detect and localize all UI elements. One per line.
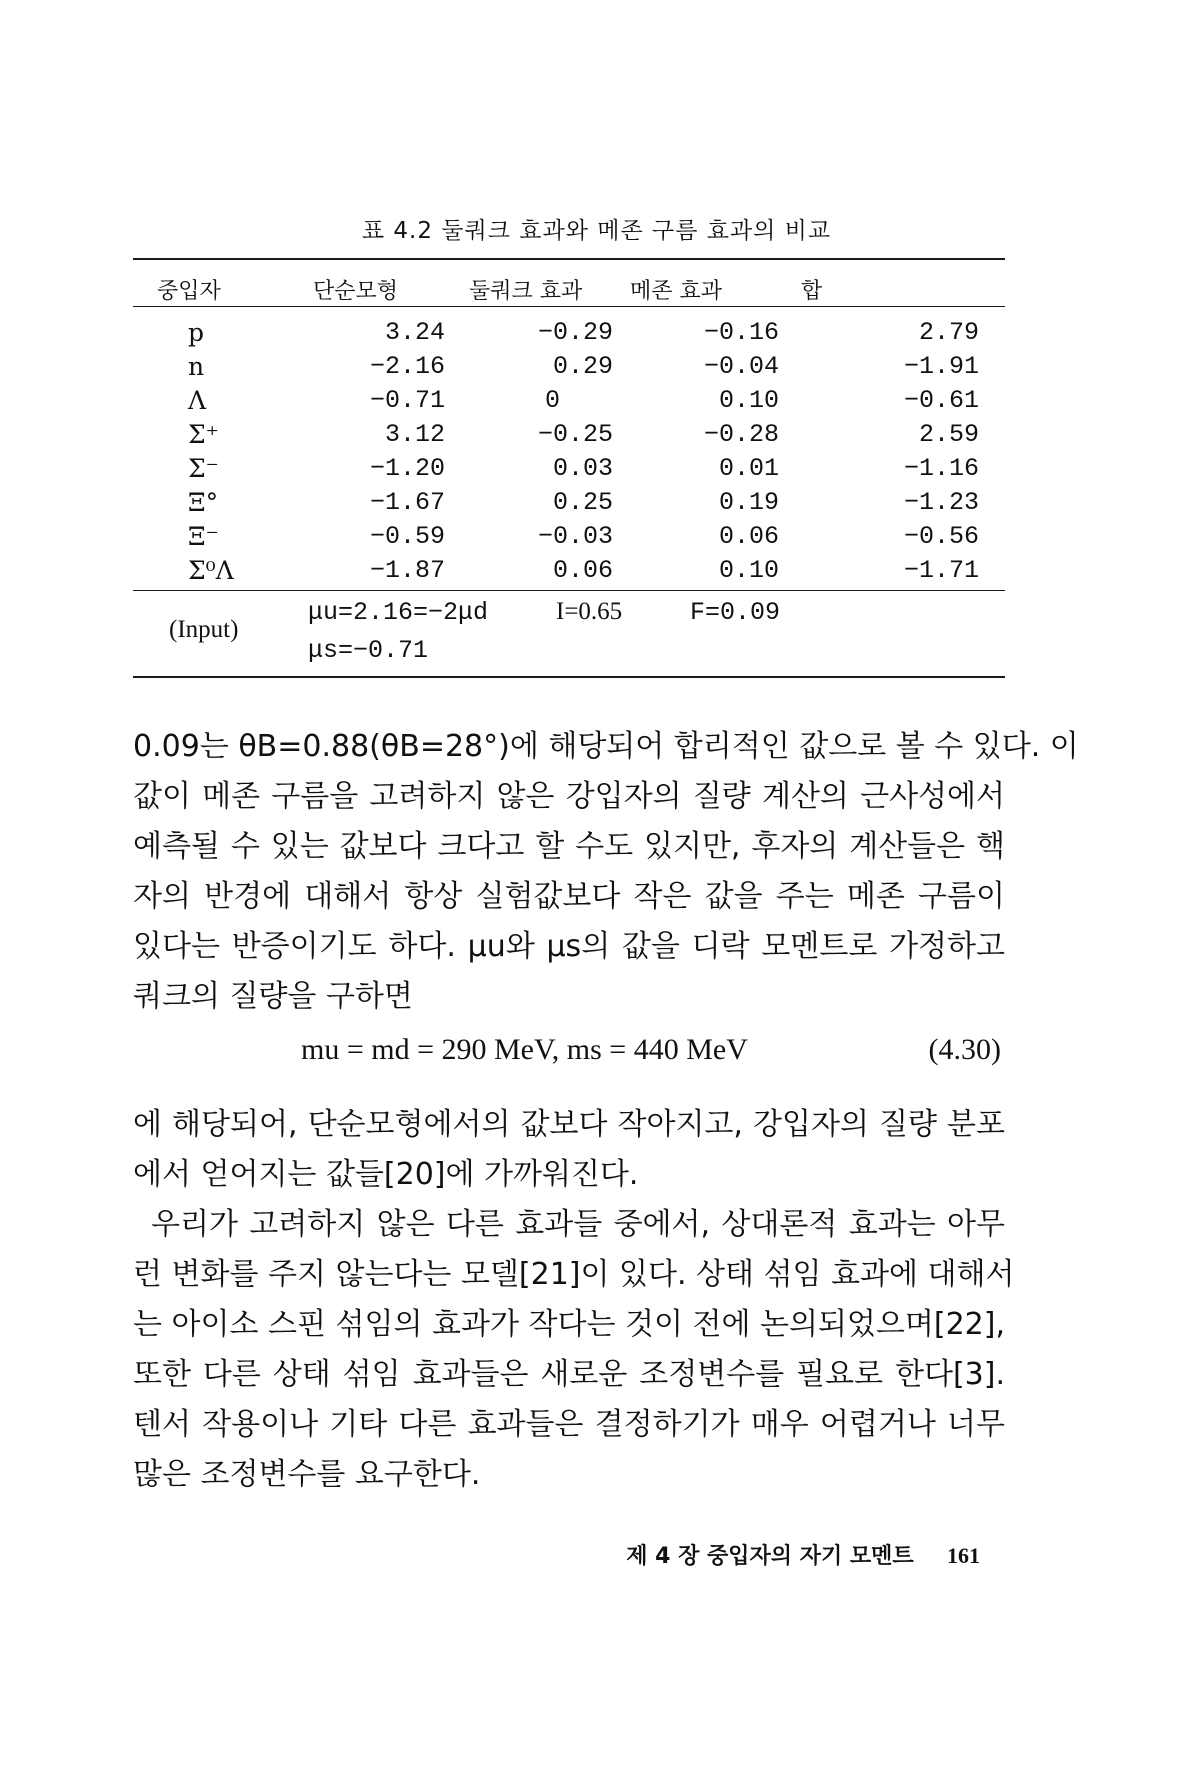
table-input-rule — [133, 590, 1005, 591]
table-row — [133, 522, 1005, 556]
equation-4-30 — [133, 1033, 1005, 1077]
input-simple-mu-u: μu=2.16=−2μd — [308, 598, 489, 627]
equation-number: (4.30) — [928, 1033, 1001, 1066]
cell-diquark: −0.03 — [537, 522, 613, 551]
text-line: 있다는 반증이기도 하다. μu와 μs의 값을 디락 모멘트로 가정하고 — [133, 929, 1005, 964]
cell-diquark: 0.06 — [552, 556, 613, 585]
text-line: 에 해당되어, 단순모형에서의 값보다 작아지고, 강입자의 질량 분포 — [133, 1107, 1005, 1142]
text-line: 에서 얻어지는 값들[20]에 가까워진다. — [133, 1157, 639, 1192]
text-line: 0.09는 θB=0.88(θB=28°)에 해당되어 합리적인 값으로 볼 수 있다. 이 — [133, 729, 1079, 764]
cell-meson: 0.10 — [718, 386, 779, 415]
header-diquark: 둘쿼크 효과 — [469, 279, 583, 304]
table-row — [133, 556, 1005, 590]
cell-diquark: −0.29 — [537, 318, 613, 347]
table-input-row — [133, 596, 1005, 674]
cell-sum: −0.56 — [903, 522, 979, 551]
table-bottom-rule — [133, 676, 1005, 678]
cell-baryon: Λ — [188, 386, 207, 415]
table-header-row — [133, 268, 1005, 308]
cell-baryon: n — [188, 352, 205, 381]
table-row — [133, 420, 1005, 454]
table-row — [133, 488, 1005, 522]
table-body — [133, 318, 1005, 590]
text-line: 런 변화를 주지 않는다는 모델[21]이 있다. 상태 섞임 효과에 대해서 — [133, 1257, 1015, 1292]
cell-simple: −1.20 — [369, 454, 445, 483]
page-number: 161 — [947, 1543, 980, 1568]
input-simple-mu-s: μs=−0.71 — [308, 636, 429, 665]
cell-meson: 0.01 — [718, 454, 779, 483]
paragraph-2 — [133, 1100, 1005, 1200]
input-label: (Input) — [169, 616, 239, 643]
table-header-rule — [133, 306, 1005, 307]
header-simple-model: 단순모형 — [313, 279, 399, 304]
header-baryon: 중입자 — [157, 279, 221, 304]
cell-simple: −0.71 — [369, 386, 445, 415]
cell-diquark: 0 — [545, 386, 561, 415]
text-line: 텐서 작용이나 기타 다른 효과들은 결정하기가 매우 어렵거나 너무 — [133, 1407, 1005, 1442]
cell-simple: −0.59 — [369, 522, 445, 551]
table-row — [133, 386, 1005, 420]
header-meson: 메존 효과 — [630, 279, 723, 304]
cell-sum: −1.16 — [903, 454, 979, 483]
input-diquark: I=0.65 — [556, 598, 623, 625]
cell-meson: 0.06 — [718, 522, 779, 551]
page-footer — [0, 1539, 980, 1570]
cell-baryon: p — [188, 318, 205, 347]
cell-diquark: −0.25 — [537, 420, 613, 449]
table-caption: 표 4.2 둘쿼크 효과와 메존 구름 효과의 비교 — [361, 218, 832, 244]
cell-diquark: 0.25 — [552, 488, 613, 517]
cell-sum: −1.91 — [903, 352, 979, 381]
cell-baryon: Σ⁰Λ — [188, 556, 234, 585]
text-line: 는 아이소 스핀 섞임의 효과가 작다는 것이 전에 논의되었으며[22], — [133, 1307, 1005, 1342]
cell-baryon: Ξ⁻ — [188, 522, 219, 551]
cell-meson: −0.16 — [703, 318, 779, 347]
equation-body: mu = md = 290 MeV, ms = 440 MeV — [301, 1033, 748, 1066]
cell-simple: −1.87 — [369, 556, 445, 585]
table-row — [133, 454, 1005, 488]
table-row — [133, 352, 1005, 386]
cell-diquark: 0.29 — [552, 352, 613, 381]
cell-meson: −0.04 — [703, 352, 779, 381]
text-line: 예측될 수 있는 값보다 크다고 할 수도 있지만, 후자의 계산들은 핵 — [133, 829, 1005, 864]
cell-sum: 2.59 — [918, 420, 979, 449]
text-line: 자의 반경에 대해서 항상 실험값보다 작은 값을 주는 메존 구름이 — [133, 879, 1005, 914]
cell-simple: 3.12 — [384, 420, 445, 449]
cell-baryon: Ξ° — [188, 488, 219, 517]
paragraph-1 — [133, 722, 1079, 1022]
cell-sum: −1.71 — [903, 556, 979, 585]
cell-sum: −1.23 — [903, 488, 979, 517]
table-row — [133, 318, 1005, 352]
input-meson: F=0.09 — [690, 598, 781, 627]
cell-simple: 3.24 — [384, 318, 445, 347]
cell-meson: 0.10 — [718, 556, 779, 585]
cell-simple: −1.67 — [369, 488, 445, 517]
cell-sum: −0.61 — [903, 386, 979, 415]
paragraph-3 — [133, 1200, 1015, 1500]
text-line: 값이 메존 구름을 고려하지 않은 강입자의 질량 계산의 근사성에서 — [133, 779, 1005, 814]
cell-meson: −0.28 — [703, 420, 779, 449]
text-line: 또한 다른 상태 섞임 효과들은 새로운 조정변수를 필요로 한다[3]. — [133, 1357, 1005, 1392]
cell-baryon: Σ⁺ — [188, 420, 219, 449]
cell-meson: 0.19 — [718, 488, 779, 517]
running-head: 제 4 장 중입자의 자기 모멘트 — [626, 1544, 914, 1569]
cell-simple: −2.16 — [369, 352, 445, 381]
cell-sum: 2.79 — [918, 318, 979, 347]
cell-diquark: 0.03 — [552, 454, 613, 483]
text-line: 쿼크의 질량을 구하면 — [133, 979, 413, 1014]
text-line: 많은 조정변수를 요구한다. — [133, 1457, 481, 1492]
text-line: 우리가 고려하지 않은 다른 효과들 중에서, 상대론적 효과는 아무 — [151, 1207, 1005, 1242]
cell-baryon: Σ⁻ — [188, 454, 219, 483]
table-top-rule — [133, 258, 1005, 260]
header-sum: 합 — [801, 279, 823, 304]
